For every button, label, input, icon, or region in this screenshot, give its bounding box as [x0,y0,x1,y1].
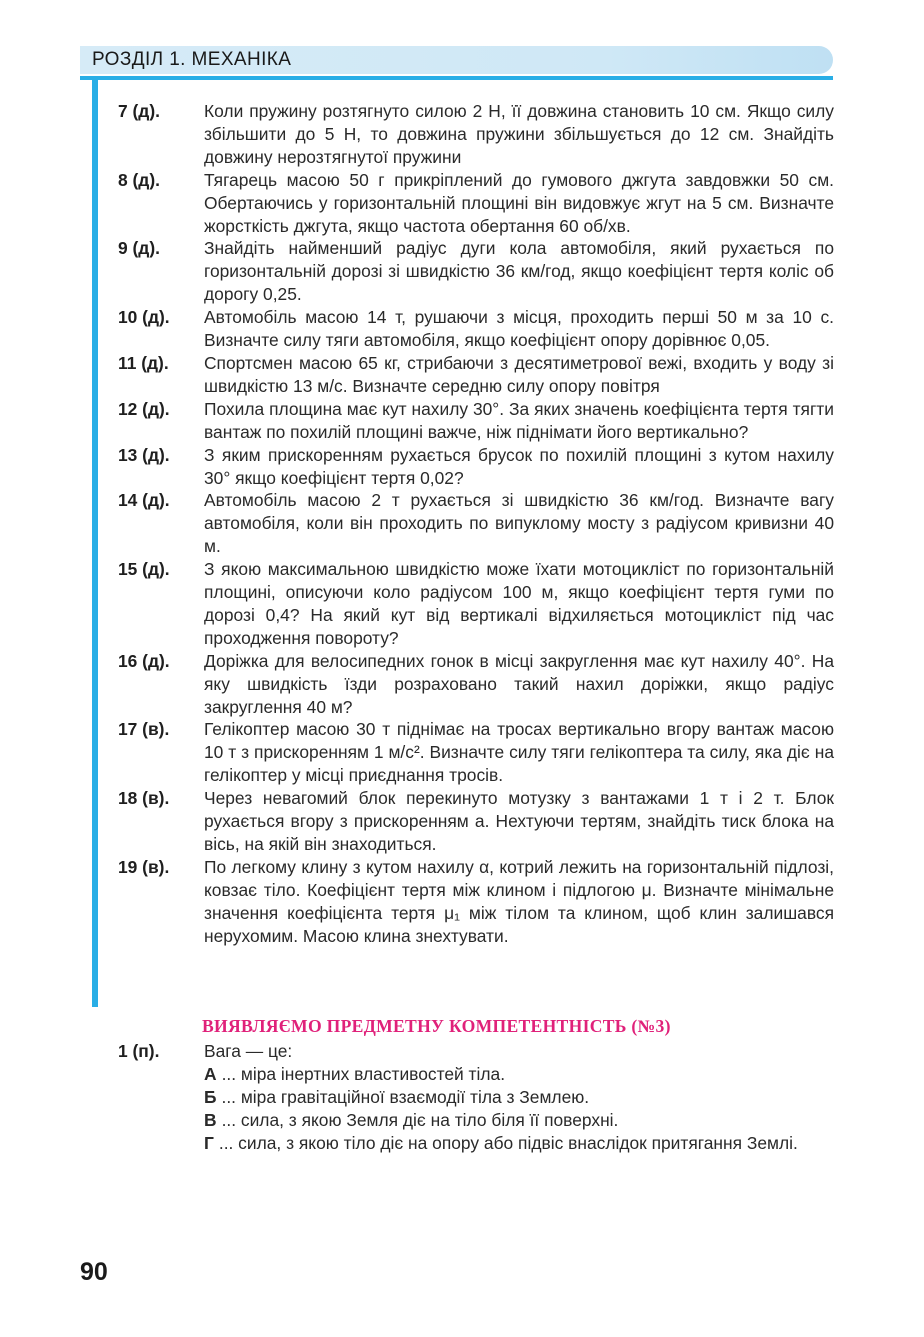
chapter-title: РОЗДІЛ 1. МЕХАНІКА [92,49,292,70]
problem-text: По легкому клину з кутом нахилу α, котрий лежить на горизонтальній підлозі, ковзає тіло. Коефіцієнт тертя між клином і підлогою μ. Визначте мінімальне значення коефіцієнта тертя μ₁ між тілом та клином, щоб клин залишався нерухомим. Масою клина знехтувати. [204,856,834,946]
problem-text: Автомобіль масою 2 т рухається зі швидкістю 36 км/год. Визначте вагу автомобіля, коли він проходить по випуклому мосту з радіусом кривизни 40 м. [204,490,834,557]
problem-number: 14 (д). [118,490,170,511]
problem-text: Через невагомий блок перекинуто мотузку з вантажами 1 т і 2 т. Блок рухається вгору з прискоренням a. Нехтуючи тертям, знайдіть тиск блока на вісь, на якій він знаходиться. [204,788,834,854]
problem-text: Знайдіть найменший радіус дуги кола автомобіля, який рухається по горизонтальній дорозі зі швидкістю 36 км/год, якщо коефіцієнт тертя коліс об дорогу 0,25. [204,238,834,305]
option-text: ... сила, з якою Земля діє на тіло біля її поверхні. [221,1109,619,1130]
problem-text: Спортсмен масою 65 кг, стрибаючи з десятиметрової вежі, входить у воду зі швидкістю 13 м/с. Визначте середню силу опору повітря [204,352,834,396]
problem-number: 13 (д). [118,444,170,465]
problem-18 [118,787,834,856]
problem-number: 15 (д). [118,559,170,580]
problem-number: 18 (в). [118,788,170,809]
question-text: Вага — це: [204,1041,293,1061]
problem-list [118,100,834,948]
problem-15 [118,558,834,650]
option-text: ... міра інертних властивостей тіла. [221,1063,506,1084]
problem-14 [118,489,834,558]
option-letter: В [204,1109,217,1130]
option-letter: А [204,1063,217,1084]
problem-7 [118,100,834,169]
problem-number: 7 (д). [118,101,160,121]
problem-number: 17 (в). [118,719,170,740]
problem-number: 10 (д). [118,307,170,328]
competency-quiz [118,1040,834,1155]
problem-number: 11 (д). [118,352,169,373]
problem-17 [118,718,834,787]
question-body [204,1040,834,1155]
quiz-question [118,1040,834,1155]
problem-number: 12 (д). [118,398,170,419]
problem-12 [118,398,834,444]
answer-option-a [204,1063,834,1086]
problem-16 [118,650,834,719]
problem-9 [118,237,834,306]
problem-number: 8 (д). [118,169,160,190]
problem-text: З яким прискоренням рухається брусок по похилій площині з кутом нахилу 30° якщо коефіцієнт тертя 0,02? [204,444,834,488]
option-text: ... сила, з якою тіло діє на опору або підвіс внаслідок притягання Землі. [218,1132,798,1153]
option-text: ... міра гравітаційної взаємодії тіла з Землею. [221,1086,590,1107]
answer-option-v [204,1109,834,1132]
problem-text: Доріжка для велосипедних гонок в місці закруглення має кут нахилу 40°. На яку швидкість їзди розраховано такий нахил доріжки, якщо радіус закруглення 40 м? [204,650,834,717]
competency-section-heading: ВИЯВЛЯЄМО ПРЕДМЕТНУ КОМПЕТЕНТНІСТЬ (№3) [202,1016,671,1036]
problem-text: З якою максимальною швидкістю може їхати мотоцикліст по горизонтальній площині, описуючи коло радіусом 100 м, якщо коефіцієнт тертя гуми по дорозі 0,4? На який кут від вертикалі відхиляється мотоцикліст під час проходження повороту? [204,559,834,648]
problem-19 [118,856,834,948]
problem-text: Тягарець масою 50 г прикріплений до гумового джгута завдовжки 50 см. Обертаючись у горизонтальній площині він видовжує жгут на 5 см. Визначте жорсткість джгута, якщо частота обертання 60 об/хв. [204,169,834,236]
side-margin-bar [92,80,98,1007]
option-letter: Г [204,1132,214,1153]
problem-10 [118,306,834,352]
problem-number: 19 (в). [118,856,170,877]
answer-option-g [204,1132,834,1155]
page-number: 90 [80,1258,108,1286]
answer-option-b [204,1086,834,1109]
problem-11 [118,352,834,398]
problem-13 [118,444,834,490]
option-letter: Б [204,1086,217,1107]
problem-text: Похила площина має кут нахилу 30°. За яких значень коефіцієнта тертя тягти вантаж по похилій площині важче, ніж піднімати його вертикально? [204,398,834,442]
problem-text: Гелікоптер масою 30 т піднімає на тросах вертикально вгору вантаж масою 10 т з прискоренням 1 м/с². Визначте силу тяги гелікоптера та силу, яка діє на гелікоптер у місці приєднання тросів. [204,719,834,786]
problem-text: Автомобіль масою 14 т, рушаючи з місця, проходить перші 50 м за 10 с. Визначте силу тяги автомобіля, якщо коефіцієнт опору дорівнює 0,05. [204,307,834,351]
header-divider [80,76,833,80]
problem-8 [118,169,834,238]
question-number: 1 (п). [118,1041,160,1061]
problem-number: 16 (д). [118,650,170,671]
problem-text: Коли пружину розтягнуто силою 2 Н, її довжина становить 10 см. Якщо силу збільшити до 5 Н, то довжина пружини збільшується до 12 см. Знайдіть довжину нерозтягнутої пружини [204,101,834,167]
problem-number: 9 (д). [118,238,160,259]
